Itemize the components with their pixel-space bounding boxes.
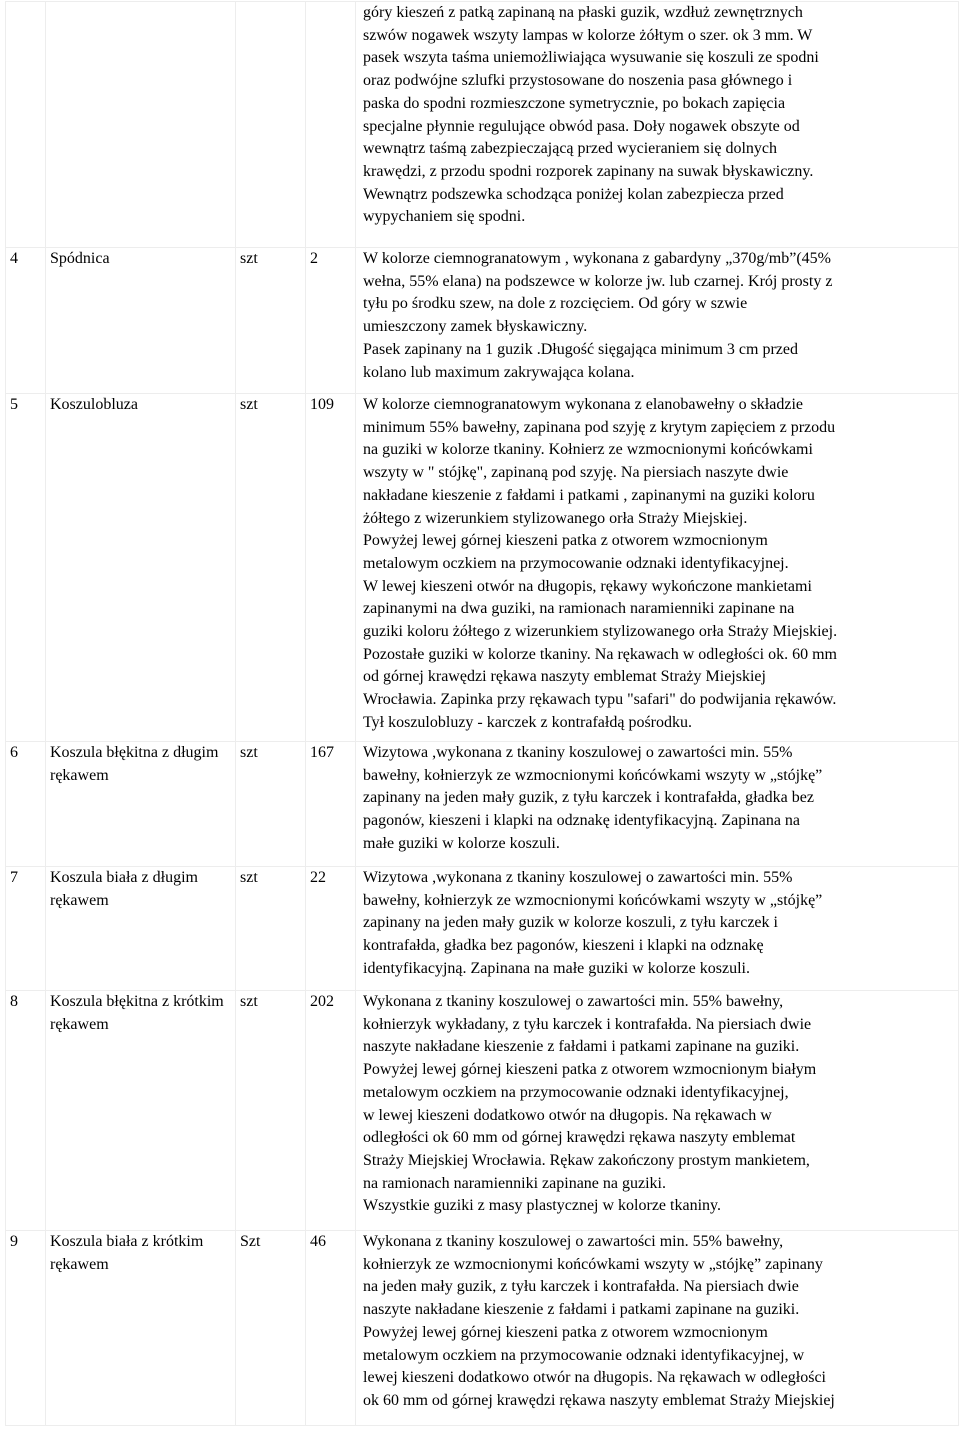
row-number: 5 xyxy=(10,396,18,413)
description-line: Powyżej lewej górnej kieszeni patka z otworem wzmocnionym xyxy=(363,1323,768,1341)
table-row xyxy=(6,991,959,1231)
unit-cell xyxy=(236,248,306,394)
description-cell xyxy=(356,1231,959,1426)
description-line: od górnej krawędzi rękawa naszyty emblemat Straży Miejskiej xyxy=(363,668,766,686)
unit: szt xyxy=(240,396,258,413)
row-number-cell xyxy=(6,867,46,991)
description-line: metalowym oczkiem na przymocowanie odznaki identyfikacyjnej. xyxy=(363,554,789,572)
row-number: 7 xyxy=(10,869,18,886)
description-line: na guziki w kolorze tkaniny. Kołnierz ze wzmocnionymi końcówkami xyxy=(363,441,813,459)
description-line: szwów nogawek wszyty lampas w kolorze żółtym o szer. ok 3 mm. W xyxy=(363,26,813,44)
quantity-cell xyxy=(306,248,356,394)
row-number: 6 xyxy=(10,744,18,761)
description-line: żółtego z wizerunkiem stylizowanego orła Straży Miejskiej. xyxy=(363,509,748,527)
table-row xyxy=(6,867,959,991)
item-name-cell xyxy=(46,991,236,1231)
unit: Szt xyxy=(240,1233,261,1250)
description xyxy=(356,1231,958,1413)
description-line: Pasek zapinany na 1 guzik .Długość sięgająca minimum 3 cm przed xyxy=(363,340,798,358)
description-line: wewnątrz taśmą zabezpieczającą przed wycieraniem się dolnych xyxy=(363,140,777,158)
quantity-cell xyxy=(306,742,356,867)
unit-cell xyxy=(236,2,306,248)
description-line: góry kieszeń z patką zapinaną na płaski guzik, wzdłuż zewnętrznych xyxy=(363,4,803,21)
unit: szt xyxy=(240,250,258,267)
description-line: Wewnątrz podszewka schodząca poniżej kolan zabezpiecza przed xyxy=(363,185,784,203)
row-number: 9 xyxy=(10,1233,18,1250)
description xyxy=(356,394,958,735)
item-name: Koszulobluza xyxy=(50,396,138,413)
item-name-cell xyxy=(46,394,236,742)
description-cell xyxy=(356,991,959,1231)
specification-table-body xyxy=(6,2,959,1426)
description-line: odległości ok 60 mm od górnej krawędzi rękawa naszyty emblemat xyxy=(363,1129,796,1147)
unit: szt xyxy=(240,993,258,1010)
description-line: naszyte nakładane kieszenie z fałdami i patkami zapinane na guziki. xyxy=(363,1301,800,1319)
table-row xyxy=(6,248,959,394)
description-cell xyxy=(356,867,959,991)
description-cell xyxy=(356,394,959,742)
description-line: Wszystkie guziki z masy plastycznej w kolorze tkaniny. xyxy=(363,1197,721,1215)
description-line: guziki koloru żółtego z wizerunkiem stylizowanego orła Straży Miejskiej. xyxy=(363,623,838,641)
description-line: lewej kieszeni dodatkowo otwór na długopis. Na rękawach w odległości xyxy=(363,1369,826,1387)
row-number-cell xyxy=(6,2,46,248)
description-line: Wizytowa ,wykonana z tkaniny koszulowej o zawartości min. 55% xyxy=(363,744,793,761)
description-line: wypychaniem się spodni. xyxy=(363,208,526,226)
description-line: paska do spodni rozmieszczone symetrycznie, po bokach zapięcia xyxy=(363,94,786,112)
description-cell xyxy=(356,2,959,248)
item-name: Spódnica xyxy=(50,250,110,267)
item-name-cell xyxy=(46,867,236,991)
description-line: małe guziki w kolorze koszuli. xyxy=(363,834,560,852)
unit-cell xyxy=(236,991,306,1231)
table-row xyxy=(6,742,959,867)
description xyxy=(356,991,958,1218)
description-line: Powyżej lewej górnej kieszeni patka z otworem wzmocnionym białym xyxy=(363,1061,817,1079)
description xyxy=(356,867,958,981)
quantity: 22 xyxy=(310,869,326,886)
description-line: metalowym oczkiem na przymocowanie odznaki identyfikacyjnej, xyxy=(363,1083,789,1101)
description-line: kołnierzyk ze wzmocnionymi końcówkami wszyty w „stójkę” zapinany xyxy=(363,1255,823,1273)
item-name-cell xyxy=(46,1231,236,1426)
description-line: tyłu po środku szew, na dole z rozcięciem. Od góry w szwie xyxy=(363,295,748,313)
quantity-cell xyxy=(306,2,356,248)
item-name: Koszula biała z krótkim rękawem xyxy=(50,1233,204,1273)
unit: szt xyxy=(240,869,258,886)
row-number-cell xyxy=(6,1231,46,1426)
description-line: minimum 55% bawełny, zapinana pod szyję z krytym zapięciem z przodu xyxy=(363,418,836,436)
row-number-cell xyxy=(6,248,46,394)
description xyxy=(356,248,958,384)
description-line: bawełny, kołnierzyk ze wzmocnionymi końcówkami wszyty w „stójkę” xyxy=(363,766,823,784)
description-line: na jeden mały guzik, z tyłu karczek i kontrafałda. Na piersiach dwie xyxy=(363,1278,799,1296)
description-line: Wykonana z tkaniny koszulowej o zawartości min. 55% bawełny, xyxy=(363,1233,784,1250)
description-line: wszyty w " stójkę", zapinaną pod szyję. Na piersiach naszyte dwie xyxy=(363,464,789,482)
description-line: bawełny, kołnierzyk ze wzmocnionymi końcówkami wszyty w „stójkę” xyxy=(363,891,823,909)
quantity: 2 xyxy=(310,250,318,267)
item-name-cell xyxy=(46,2,236,248)
row-number: 4 xyxy=(10,250,18,267)
description-line: W kolorze ciemnogranatowym , wykonana z gabardyny „370g/mb”(45% xyxy=(363,250,831,267)
description-line: kolano lub maximum zakrywająca kolana. xyxy=(363,363,635,381)
description-line: Wrocławia. Zapinka przy rękawach typu "safari" do podwijania rękawów. xyxy=(363,691,837,709)
description-line: W kolorze ciemnogranatowym wykonana z elanobawełny o składzie xyxy=(363,396,803,413)
quantity-cell xyxy=(306,991,356,1231)
description-line: pagonów, kieszeni i klapki na odznakę identyfikacyjną. Zapinana na xyxy=(363,812,801,830)
description-line: nakładane kieszenie z fałdami i patkami , zapinanymi na guziki koloru xyxy=(363,486,815,504)
quantity: 109 xyxy=(310,396,334,413)
description-line: specjalne płynnie regulujące obwód pasa. Doły nogawek obszyte od xyxy=(363,117,800,135)
item-name: Koszula biała z długim rękawem xyxy=(50,869,198,909)
row-number-cell xyxy=(6,991,46,1231)
unit-cell xyxy=(236,742,306,867)
row-number-cell xyxy=(6,742,46,867)
description-line: krawędzi, z przodu spodni rozporek zapinany na suwak błyskawiczny. xyxy=(363,162,814,180)
description-line: W lewej kieszeni otwór na długopis, rękawy wykończone mankietami xyxy=(363,577,812,595)
unit-cell xyxy=(236,394,306,742)
description-line: ok 60 mm od górnej krawędzi rękawa naszyty emblemat Straży Miejskiej xyxy=(363,1391,835,1409)
description-line: zapinany na jeden mały guzik, z tyłu karczek i kontrafałda, gładka bez xyxy=(363,789,814,807)
quantity: 167 xyxy=(310,744,334,761)
quantity: 202 xyxy=(310,993,334,1010)
description-line: w lewej kieszeni dodatkowo otwór na długopis. Na rękawach w xyxy=(363,1106,772,1124)
description-line: Straży Miejskiej Wrocławia. Rękaw zakończony prostym mankietem, xyxy=(363,1151,810,1169)
item-name-cell xyxy=(46,248,236,394)
description xyxy=(356,742,958,856)
row-number: 8 xyxy=(10,993,18,1010)
description-line: na ramionach naramienniki zapinane na guziki. xyxy=(363,1174,666,1192)
description-cell xyxy=(356,742,959,867)
description-line: Wykonana z tkaniny koszulowej o zawartości min. 55% bawełny, xyxy=(363,993,784,1010)
row-number-cell xyxy=(6,394,46,742)
description-line: identyfikacyjną. Zapinana na małe guziki w kolorze koszuli. xyxy=(363,959,750,977)
description-line: kołnierzyk wykładany, z tyłu karczek i kontrafałda. Na piersiach dwie xyxy=(363,1015,812,1033)
description-line: Tył koszulobluzy - karczek z kontrafałdą pośrodku. xyxy=(363,713,692,731)
description-line: umieszczony zamek błyskawiczny. xyxy=(363,318,588,336)
specification-table xyxy=(5,1,959,1426)
unit: szt xyxy=(240,744,258,761)
table-row xyxy=(6,2,959,248)
unit-cell xyxy=(236,867,306,991)
description xyxy=(356,2,958,229)
description-line: kontrafałda, gładka bez pagonów, kieszeni i klapki na odznakę xyxy=(363,937,764,955)
description-line: oraz podwójne szlufki przystosowane do noszenia pasa głównego i xyxy=(363,72,793,90)
description-line: wełna, 55% elana) na podszewce w kolorze jw. lub czarnej. Krój prosty z xyxy=(363,272,833,290)
description-line: zapinany na jeden mały guzik w kolorze koszuli, z tyłu karczek i xyxy=(363,914,778,932)
quantity-cell xyxy=(306,394,356,742)
quantity: 46 xyxy=(310,1233,326,1250)
description-line: pasek wszyta taśma uniemożliwiająca wysuwanie się koszuli ze spodni xyxy=(363,49,819,67)
description-line: Powyżej lewej górnej kieszeni patka z otworem wzmocnionym xyxy=(363,532,768,550)
description-line: zapinanymi na dwa guziki, na ramionach naramienniki zapinane na xyxy=(363,600,795,618)
table-row xyxy=(6,394,959,742)
description-line: metalowym oczkiem na przymocowanie odznaki identyfikacyjnej, w xyxy=(363,1346,805,1364)
item-name: Koszula błękitna z krótkim rękawem xyxy=(50,993,224,1033)
table-row xyxy=(6,1231,959,1426)
description-line: naszyte nakładane kieszenie z fałdami i patkami zapinane na guziki. xyxy=(363,1038,800,1056)
item-name-cell xyxy=(46,742,236,867)
description-cell xyxy=(356,248,959,394)
quantity-cell xyxy=(306,1231,356,1426)
description-line: Wizytowa ,wykonana z tkaniny koszulowej o zawartości min. 55% xyxy=(363,869,793,886)
item-name: Koszula błękitna z długim rękawem xyxy=(50,744,219,784)
description-line: Pozostałe guziki w kolorze tkaniny. Na rękawach w odległości ok. 60 mm xyxy=(363,645,837,663)
unit-cell xyxy=(236,1231,306,1426)
quantity-cell xyxy=(306,867,356,991)
